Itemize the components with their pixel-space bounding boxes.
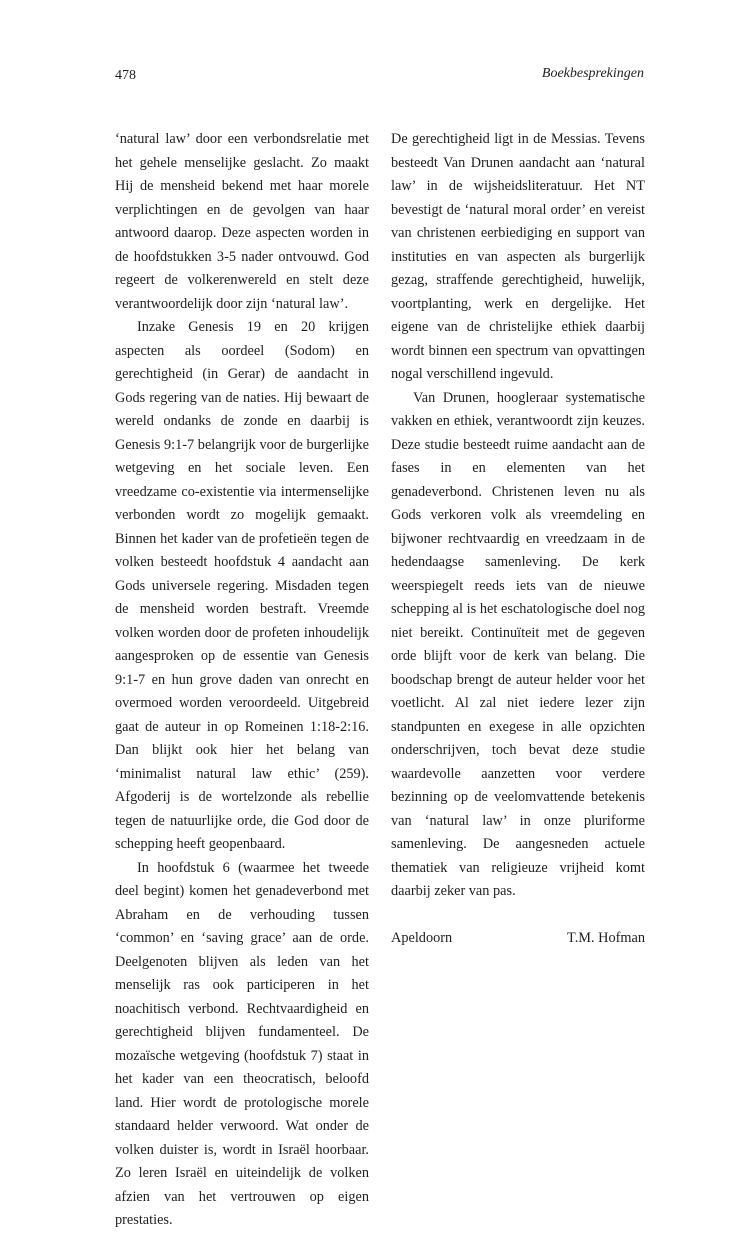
paragraph: In hoofdstuk 6 (waarmee het tweede deel begint) komen het genadeverbond met Abraham en de verhouding tussen ‘common’ en ‘saving grace’ aan de orde. Deelgenoten blijven als leden van het menselijk ras ook participeren in het noachitisch verbond. Rechtvaardigheid en gerechtigheid blijven fundamenteel. De mozaïsche wetgeving (hoofdstuk 7) staat in het kader van een theocratisch, beloofd land. Hier wordt de protologische morele standaard helder verwoord. Wat onder de volken duister is, wordt in Israël hoorbaar. Zo leren Israël en uiteindelijk de volken afzien van het vertrouwen op eigen prestaties. xyxy=(115,859,369,1228)
review-signature xyxy=(391,927,645,951)
paragraph: De gerechtigheid ligt in de Messias. Tevens besteedt Van Drunen aandacht aan ‘natural law’ in de wijsheidsliteratuur. Het NT bevestigt de ‘natural moral order’ en vereist van christenen eerbiediging en support van instituties en van aspecten als burgerlijk gezag, straffende gerechtigheid, huwelijk, voortplanting, werk en dergelijke. Het eigene van de christelijke ethiek daarbij wordt binnen een spectrum van opvattingen nogal verschillend ingevuld. xyxy=(391,131,645,382)
right-column xyxy=(391,128,645,951)
paragraph: Van Drunen, hoogleraar systematische vakken en ethiek, verantwoordt zijn keuzes. Deze studie besteedt ruime aandacht aan de fases in en elementen van het genadeverbond. Christenen leven nu als Gods verkoren volk als vreemdeling en bijwoner rechtvaardig en vreedzaam in de hedendaagse samenleving. De kerk weerspiegelt reeds iets van de nieuwe schepping al is het eschatologische doel nog niet bereikt. Continuïteit met de gegeven orde blijft voor de kerk van belang. Die boodschap brengt de auteur helder voor het voetlicht. Al zal niet iedere lezer zijn standpunten en exegese in alle opzichten onderschrijven, toch bevat deze studie waardevolle aanzetten voor verdere bezinning op de veelomvattende betekenis van ‘natural law’ in onze pluriforme samenleving. De aangesneden actuele thematiek van religieuze vrijheid komt daarbij zeker van pas. xyxy=(391,389,645,899)
signature-author: T.M. Hofman xyxy=(567,930,645,946)
running-title: Boekbesprekingen xyxy=(541,66,644,81)
page-number: 478 xyxy=(115,68,136,83)
paragraph: ‘natural law’ door een verbondsrelatie met het gehele menselijke geslacht. Zo maakt Hij de mensheid bekend met haar morele verplichtingen en de gevolgen van haar antwoord daarop. Deze aspecten worden in de hoofdstukken 3-5 nader ontvouwd. God regeert de volkerenwereld en stelt deze verantwoordelijk door zijn ‘natural law’. xyxy=(115,131,369,312)
signature-place: Apeldoorn xyxy=(391,930,453,946)
paragraph: Inzake Genesis 19 en 20 krijgen aspecten als oordeel (Sodom) en gerechtigheid (in Gerar) de aandacht in Gods regering van de naties. Hij bewaart de wereld ondanks de zonde en daarbij is Genesis 9:1-7 belangrijk voor de burgerlijke wetgeving en het sociale leven. Een vreedzame co-existentie via intermenselijke verbonden wordt zo mogelijk gemaakt. Binnen het kader van de profetieën tegen de volken besteedt hoofdstuk 4 aandacht aan Gods universele regering. Misdaden tegen de mensheid worden bestraft. Vreemde volken worden door de profeten inhoudelijk aangesproken op de essentie van Genesis 9:1-7 en hun grove daden van onrecht en overmoed worden veroordeeld. Uitgebreid gaat de auteur in op Romeinen 1:18-2:16. Dan blijkt ook hier het belang van ‘minimalist natural law ethic’ (259). Afgoderij is de wortelzonde als rebellie tegen de natuurlijke orde, die God door de schepping heeft geopenbaard. xyxy=(115,319,369,852)
left-column xyxy=(115,128,369,1233)
